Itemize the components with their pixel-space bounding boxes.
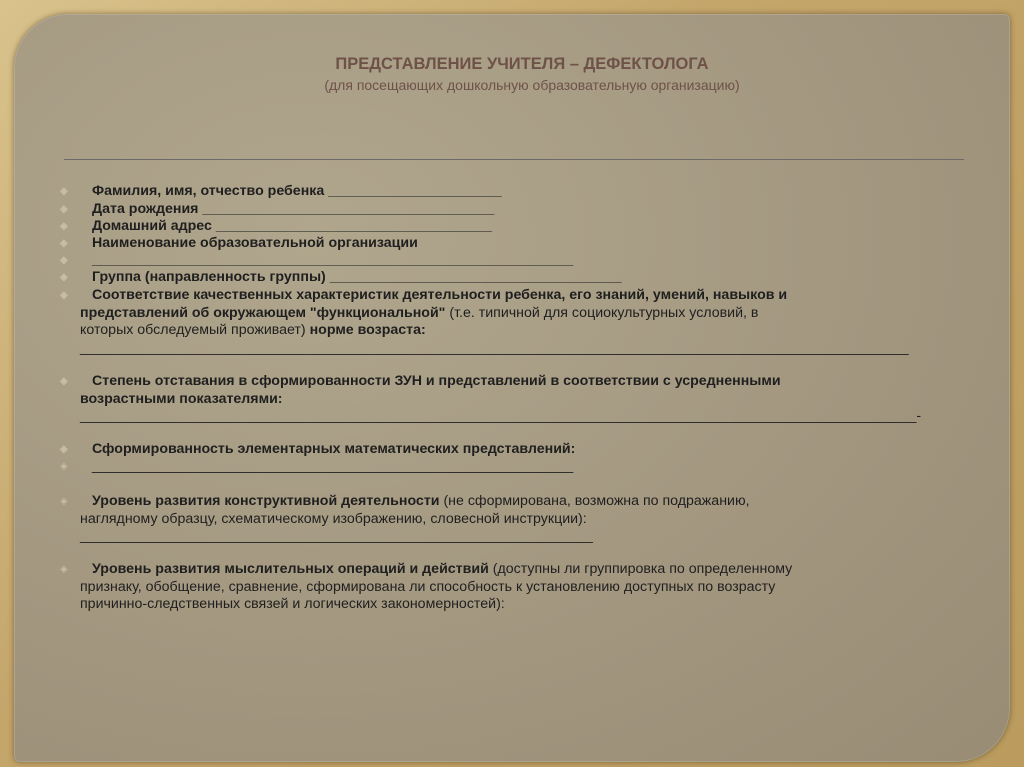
field-group-text: Группа (направленность группы) _____________________________________ [92, 269, 622, 285]
constructive-line-2: наглядному образцу, схематическому изображению, словесной инструкции): [80, 511, 587, 527]
bullet-icon: ◈ [60, 290, 68, 301]
field-constructive [60, 493, 750, 510]
field-org-line-text: _____________________________________________________________ [92, 252, 574, 268]
field-fio-text: Фамилия, имя, отчество ребенка ______________________ [92, 183, 502, 199]
math-answer-text: _____________________________________________________________ [92, 458, 574, 474]
correspondence-answer-line: _________________________________________________________________________________________________________ [80, 340, 909, 356]
field-lag [60, 373, 781, 390]
correspondence-line-1: Соответствие качественных характеристик деятельности ребенка, его знаний, умений, навыков и [92, 287, 788, 303]
constructive-bold: Уровень развития конструктивной деятельности [92, 493, 440, 509]
page-subtitle: (для посещающих дошкольную образовательную организацию) [324, 77, 740, 93]
bullet-icon: ◈ [60, 496, 68, 507]
bullet-icon: ◈ [60, 186, 68, 197]
field-correspondence [60, 287, 787, 304]
bullet-icon: ◈ [60, 255, 68, 266]
bullet-icon: ◈ [60, 564, 68, 575]
correspondence-line-3-bold: норме возраста: [305, 322, 426, 338]
lag-line-1: Степень отставания в сформированности ЗУН и представлений в соответствии с усредненными [92, 373, 781, 389]
constructive-answer-line: _________________________________________________________________ [80, 528, 593, 544]
thinking-normal: (доступны ли группировка по определенному [488, 561, 793, 577]
field-fio [60, 183, 502, 200]
bullet-icon: ◈ [60, 444, 68, 455]
field-address [60, 218, 492, 235]
correspondence-line-2-normal: (т.е. типичной для социокультурных условий, в [445, 305, 759, 321]
correspondence-line-2-bold: представлений об окружающем "функциональной" [80, 305, 446, 321]
thinking-line-2: признаку, обобщение, сравнение, сформирована ли способность к установлению доступных по возрасту [80, 579, 776, 595]
field-org-text: Наименование образовательной организации [92, 235, 418, 251]
page-title: ПРЕДСТАВЛЕНИЕ УЧИТЕЛЯ – ДЕФЕКТОЛОГА [335, 55, 709, 73]
bullet-icon: ◈ [60, 238, 68, 249]
field-thinking [60, 561, 792, 578]
bullet-icon: ◈ [60, 461, 68, 472]
thinking-bold: Уровень развития мыслительных операций и действий [92, 561, 489, 577]
bullet-icon: ◈ [60, 376, 68, 387]
correspondence-line-3 [80, 322, 426, 338]
correspondence-line-2 [80, 305, 758, 321]
lag-line-2: возрастными показателями: [80, 391, 283, 407]
field-birth [60, 201, 494, 218]
constructive-normal: (не сформирована, возможна по подражанию, [439, 493, 750, 509]
field-birth-text: Дата рождения _____________________________________ [92, 201, 495, 217]
bullet-icon: ◈ [60, 272, 68, 283]
math-text: Сформированность элементарных математических представлений: [92, 441, 576, 457]
bullet-icon: ◈ [60, 221, 68, 232]
math-answer-line [60, 458, 573, 475]
field-address-text: Домашний адрес ___________________________________ [92, 218, 492, 234]
correspondence-line-3-normal: которых обследуемый проживает) [80, 322, 306, 338]
lag-answer-line: __________________________________________________________________________________________________________- [80, 408, 922, 424]
field-org [60, 235, 418, 252]
divider-line [64, 159, 964, 160]
bullet-icon: ◈ [60, 204, 68, 215]
field-group [60, 269, 622, 286]
thinking-line-3: причинно-следственных связей и логических закономерностей): [80, 596, 505, 612]
field-math [60, 441, 575, 458]
field-org-line [60, 252, 573, 269]
